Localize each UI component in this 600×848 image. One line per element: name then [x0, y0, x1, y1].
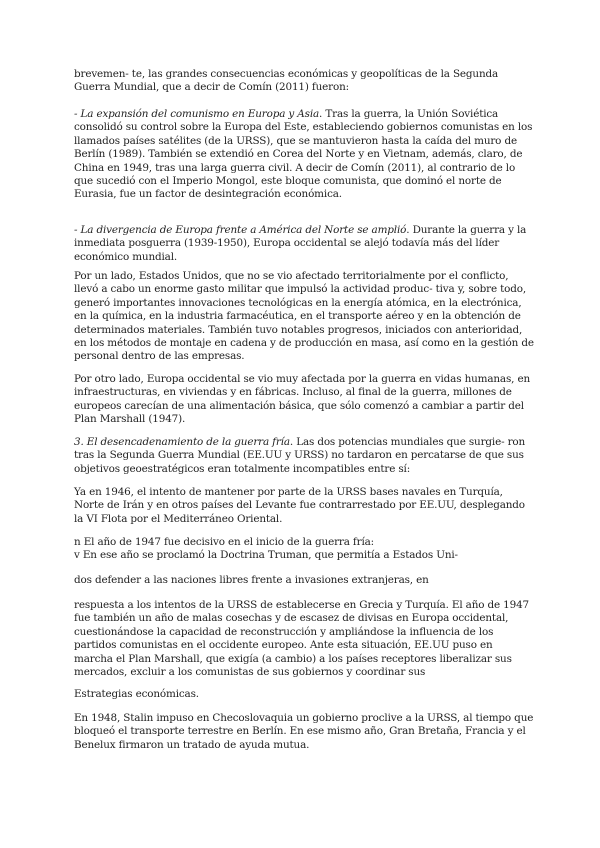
- paragraph-lead: - La divergencia de Europa frente a América del Norte se amplió: [74, 224, 407, 236]
- paragraph-truman-doctrine: v En ese año se proclamó la Doctrina Truman, que permitía a Estados Uni-: [74, 549, 458, 561]
- paragraph-lead: 3. El desencadenamiento de la guerra fría: [74, 436, 290, 448]
- paragraph-1948: En 1948, Stalin impuso en Checoslovaquia un gobierno proclive a la URSS, al tiempo que bloqueó el transporte terrestre en Berlín. En ese mismo año, Gran Bretaña, Francia y el Benelux firmaron un tratado de ayuda mutua.: [74, 712, 534, 751]
- paragraph-united-states: Por un lado, Estados Unidos, que no se vio afectado territorialmente por el conflicto, llevó a cabo un enorme gasto militar que impulsó la actividad produc- tiva y, sobre todo, generó importantes innovaciones tecnológicas en la energía atómica, en la electrónica, en la química, en la industria farmacéutica, en el transporte aéreo y en la obtención de determinados materiales. También tuvo notables progresos, iniciados con anterioridad, en los métodos de montaje en cadena y de producción en masa, así como en la gestión de personal dentro de las empresas.: [74, 270, 534, 363]
- paragraph-free-nations: dos defender a las naciones libres frente a invasiones extranjeras, en: [74, 574, 429, 586]
- paragraph-lead: - La expansión del comunismo en Europa y Asia: [74, 108, 320, 120]
- paragraph-communism-expansion: - La expansión del comunismo en Europa y Asia. Tras la guerra, la Unión Soviética consolidó su control sobre la Europa del Este, estableciendo gobiernos comunistas en los llamados países satélites (de la URSS), que se mantuvieron hasta la caída del muro de Berlín (1989). También se extendió en Corea del Norte y en Vietnam, además, claro, de China en 1949, tras una larga guerra civil. A decir de Comín (2011), al contrario de lo que sucedió con el Imperio Mongol, este bloque comunista, que dominó el norte de Eurasia, fue un factor de desintegración económica.: [74, 108, 533, 201]
- paragraph-intro: brevemen- te, las grandes consecuencias económicas y geopolíticas de la Segunda Guerra Mundial, que a decir de Comín (2011) fueron:: [74, 68, 499, 94]
- paragraph-europe-divergence: - La divergencia de Europa frente a América del Norte se amplió. Durante la guerra y la inmediata posguerra (1939-1950), Europa occidental se alejó todavía más del líder económico mundial.: [74, 224, 527, 263]
- paragraph-western-europe: Por otro lado, Europa occidental se vio muy afectada por la guerra en vidas humanas, en infraestructuras, en viviendas y en fábricas. Incluso, al final de la guerra, millones de europeos carecían de una alimentación básica, que sólo comenzó a cambiar a partir del Plan Marshall (1947).: [74, 373, 531, 426]
- paragraph-cold-war: 3. El desencadenamiento de la guerra fría. Las dos potencias mundiales que surgie- ron tras la Segunda Guerra Mundial (EE.UU y URSS) no tardaron en percatarse de que sus objetivos geoestratégicos eran totalmente incompatibles entre sí:: [74, 436, 526, 475]
- paragraph-economic-strategies: Estrategias económicas.: [74, 688, 199, 700]
- paragraph-1947-decisive: n El año de 1947 fue decisivo en el inicio de la guerra fría:: [74, 536, 375, 548]
- paragraph-marshall-plan: respuesta a los intentos de la URSS de establecerse en Grecia y Turquía. El año de 1947 fue también un año de malas cosechas y de escasez de divisas en Europa occidental, cuestionándose la capacidad de reconstrucción y ampliándose la influencia de los partidos comunistas en el occidente europeo. Ante esta situación, EE.UU puso en marcha el Plan Marshall, que exigía (a cambio) a los países receptores liberalizar sus mercados, excluir a los comunistas de sus gobiernos y coordinar sus: [74, 599, 530, 679]
- paragraph-1946: Ya en 1946, el intento de mantener por parte de la URSS bases navales en Turquía, Norte de Irán y en otros países del Levante fue contrarrestado por EE.UU, desplegando la VI Flota por el Mediterráneo Oriental.: [74, 486, 525, 525]
